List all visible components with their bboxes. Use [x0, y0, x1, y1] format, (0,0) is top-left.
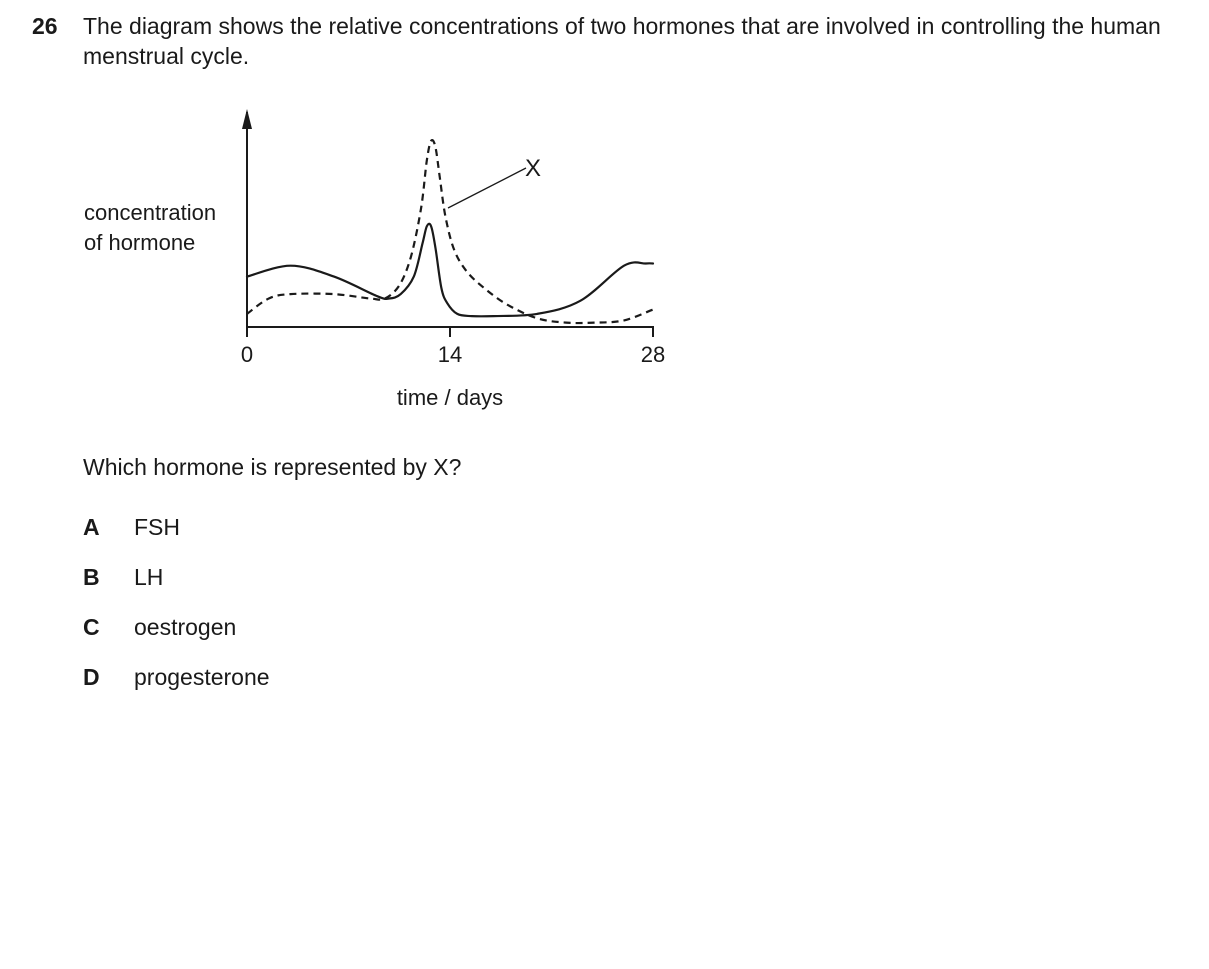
question-stem: The diagram shows the relative concentrations of two hormones that are involved in controlling the human menstrual cycle.	[83, 13, 1161, 69]
option-c[interactable]	[83, 612, 236, 642]
x-tick-label-28: 28	[640, 342, 666, 367]
y-axis-label-line-1: concentration	[84, 200, 217, 225]
option-letter: C	[83, 614, 100, 640]
x-tick-label-0: 0	[240, 342, 254, 367]
option-text: progesterone	[134, 664, 270, 690]
y-axis-arrow	[242, 109, 252, 129]
x-label-leader-line	[448, 168, 526, 208]
option-letter: A	[83, 514, 100, 540]
question-prompt: Which hormone is represented by X?	[83, 454, 462, 480]
option-a[interactable]	[83, 512, 180, 542]
option-text: LH	[134, 564, 164, 590]
question-number: 26	[32, 13, 58, 39]
option-letter: B	[83, 564, 100, 590]
series-label-x: X	[525, 155, 542, 182]
option-text: FSH	[134, 514, 180, 540]
option-d[interactable]	[83, 662, 270, 692]
option-text: oestrogen	[134, 614, 237, 640]
x-tick-label-14: 14	[437, 342, 463, 367]
hormone-curve-x-dashed	[247, 140, 653, 323]
x-axis-label: time / days	[396, 385, 504, 410]
y-axis-label-line-2: of hormone	[84, 230, 196, 255]
option-b[interactable]	[83, 562, 163, 592]
option-letter: D	[83, 664, 100, 690]
